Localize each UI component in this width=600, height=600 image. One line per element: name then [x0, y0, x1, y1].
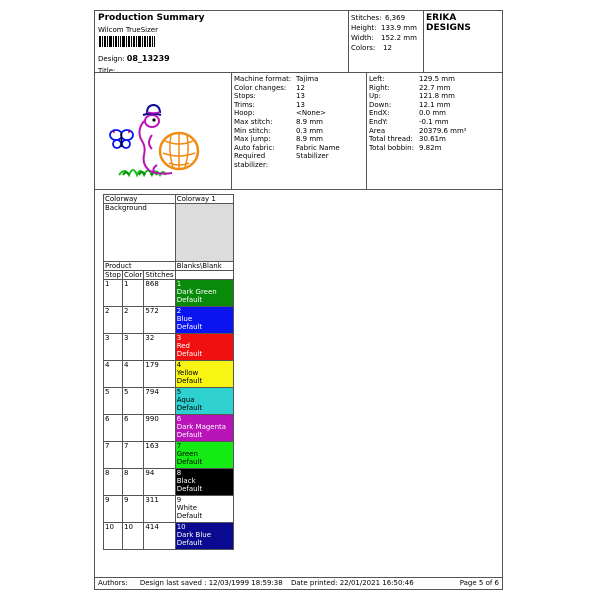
dimension-row: [369, 127, 467, 136]
setting-label: Color changes:: [234, 83, 287, 92]
stitches-stat: Stitches: 6,369: [351, 14, 406, 22]
machine-setting-row: [234, 144, 340, 153]
color-header: Color: [124, 271, 143, 279]
authors-label: Authors:: [98, 579, 128, 587]
dimension-row: [369, 135, 446, 144]
thread-color-swatch: [175, 442, 233, 469]
thread-num: 5: [176, 388, 182, 396]
machine-setting-row: [234, 92, 305, 101]
setting-label: Trims:: [234, 100, 255, 109]
thread-color: 1: [123, 280, 144, 307]
thread-row: [104, 307, 234, 334]
thread-color: 8: [123, 469, 144, 496]
thread-name: Yellow: [176, 369, 199, 377]
thread-name: Dark Green: [176, 288, 217, 296]
colorway-1-header: Colorway 1: [175, 195, 233, 204]
thread-row: [104, 361, 234, 388]
setting-value: Fabric Name: [296, 143, 340, 152]
thread-row: [104, 334, 234, 361]
thread-name: Blue: [176, 315, 193, 323]
thread-stitches: 868: [144, 280, 175, 307]
thread-stitches: 179: [144, 361, 175, 388]
machine-setting-row: [234, 152, 329, 161]
dimension-value: 30.61m: [419, 135, 446, 144]
thread-stop: 7: [104, 442, 123, 469]
page-number: Page 5 of 6: [459, 579, 499, 587]
thread-color-swatch: [175, 469, 233, 496]
thread-color-swatch: [175, 361, 233, 388]
page-title: Production Summary: [98, 13, 205, 23]
background-swatch: [175, 204, 233, 262]
thread-color: 9: [123, 496, 144, 523]
thread-row: [104, 388, 234, 415]
machine-setting-row: [234, 127, 323, 136]
dimension-label: Down:: [369, 100, 392, 109]
setting-label: Machine format:: [234, 75, 292, 83]
thread-color: 10: [123, 523, 144, 550]
dimension-value: 0.0 mm: [419, 109, 446, 118]
thread-def: Default: [176, 431, 203, 439]
dimension-value: 9.82m: [419, 143, 442, 152]
thread-color: 2: [123, 307, 144, 334]
machine-setting-row: [234, 118, 323, 127]
thread-row: [104, 280, 234, 307]
thread-color-swatch: [175, 523, 233, 550]
dimension-value: 121.8 mm: [419, 92, 455, 101]
setting-label: Max stitch:: [234, 118, 273, 126]
dimension-label: Left:: [369, 75, 385, 83]
dimension-label: EndX:: [369, 109, 390, 118]
colors-stat: Colors: 12: [351, 44, 392, 52]
thread-name: Dark Magenta: [176, 423, 227, 431]
stitches-header: Stitches: [145, 271, 174, 279]
thread-num: 9: [176, 496, 182, 504]
setting-value: 8.9 mm: [296, 135, 323, 144]
thread-def: Default: [176, 458, 203, 466]
thread-name: White: [176, 504, 198, 512]
thread-color: 5: [123, 388, 144, 415]
thread-name: Aqua: [176, 396, 195, 404]
dimension-label: Area: [369, 126, 386, 135]
design-row: [98, 54, 170, 64]
thread-color-swatch: [175, 496, 233, 523]
thread-color: 6: [123, 415, 144, 442]
title-label: Title:: [98, 67, 116, 75]
thread-def: Default: [176, 296, 203, 304]
setting-label: Required: [234, 152, 266, 161]
setting-label: stabilizer:: [234, 161, 269, 169]
design-value: 08_13239: [126, 54, 170, 63]
thread-stitches: 311: [144, 496, 175, 523]
thread-stop: 3: [104, 334, 123, 361]
background-label: Background: [104, 204, 176, 262]
dimension-value: 12.1 mm: [419, 100, 451, 109]
width-stat: Width: 152.2 mm: [351, 34, 417, 42]
thread-num: 8: [176, 469, 182, 477]
thread-name: Green: [176, 450, 198, 458]
thread-def: Default: [176, 377, 203, 385]
stop-header: Stop: [105, 271, 121, 279]
thread-stop: 6: [104, 415, 123, 442]
thread-color-swatch: [175, 280, 233, 307]
thread-num: 7: [176, 442, 182, 450]
thread-row: [104, 442, 234, 469]
thread-name: Red: [176, 342, 190, 350]
production-summary-sheet: [94, 10, 503, 590]
footer-bar: [98, 579, 414, 588]
dimension-value: -0.1 mm: [419, 118, 449, 126]
colorway-table: [103, 194, 234, 550]
thread-color: 7: [123, 442, 144, 469]
dimension-label: Up:: [369, 92, 381, 101]
thread-def: Default: [176, 539, 203, 547]
machine-setting-row: [234, 84, 305, 93]
thread-stop: 2: [104, 307, 123, 334]
thread-stop: 5: [104, 388, 123, 415]
colorway-header: Colorway: [104, 195, 176, 204]
thread-row: [104, 496, 234, 523]
blank-label: Blanks\Blank: [175, 262, 233, 271]
thread-row: [104, 469, 234, 496]
thread-num: 2: [176, 307, 182, 315]
thread-color-swatch: [175, 388, 233, 415]
software-name: Wilcom TrueSizer: [98, 26, 158, 34]
thread-row: [104, 523, 234, 550]
thread-stitches: 414: [144, 523, 175, 550]
setting-value: 8.9 mm: [296, 118, 323, 126]
design-preview-image: [99, 91, 219, 183]
dimension-value: 129.5 mm: [419, 75, 455, 83]
thread-color-swatch: [175, 334, 233, 361]
last-saved: Design last saved : 12/03/1999 18:59:38: [139, 579, 283, 587]
thread-color: 3: [123, 334, 144, 361]
machine-setting-row: [234, 109, 326, 118]
dimension-value: 22.7 mm: [419, 83, 451, 92]
dimension-row: [369, 92, 455, 101]
setting-value: 12: [296, 83, 305, 92]
dimension-row: [369, 109, 446, 118]
height-stat: Height: 133.9 mm: [351, 24, 417, 32]
thread-def: Default: [176, 485, 203, 493]
thread-def: Default: [176, 404, 203, 412]
thread-stitches: 94: [144, 469, 175, 496]
thread-name: Dark Blue: [176, 531, 212, 539]
setting-value: 13: [296, 92, 305, 101]
thread-def: Default: [176, 323, 203, 331]
product-label: Product: [104, 262, 176, 271]
dimension-row: [369, 101, 450, 110]
machine-setting-row: [234, 75, 318, 84]
barcode-image: [99, 36, 155, 47]
dimension-label: Total thread:: [369, 135, 413, 144]
dimension-label: EndY:: [369, 118, 389, 126]
dimension-row: [369, 118, 449, 127]
brand-name: ERIKA DESIGNS: [426, 13, 471, 33]
setting-label: Auto fabric:: [234, 143, 275, 152]
thread-num: 3: [176, 334, 182, 342]
setting-value: Stabilizer: [296, 152, 329, 161]
setting-label: Hoop:: [234, 109, 255, 118]
thread-color-swatch: [175, 307, 233, 334]
setting-value: 13: [296, 100, 305, 109]
thread-stop: 9: [104, 496, 123, 523]
dimension-row: [369, 144, 441, 153]
dimension-row: [369, 75, 455, 84]
thread-def: Default: [176, 512, 203, 520]
setting-value: 0.3 mm: [296, 126, 323, 135]
thread-stop: 8: [104, 469, 123, 496]
dimension-label: Right:: [369, 83, 390, 92]
setting-label: Stops:: [234, 92, 256, 101]
thread-row: [104, 415, 234, 442]
thread-stitches: 163: [144, 442, 175, 469]
thread-stitches: 32: [144, 334, 175, 361]
setting-value: <None>: [296, 109, 326, 118]
thread-num: 4: [176, 361, 182, 369]
thread-stitches: 572: [144, 307, 175, 334]
thread-color-swatch: [175, 415, 233, 442]
thread-stitches: 794: [144, 388, 175, 415]
setting-label: Max jump:: [234, 135, 271, 144]
thread-stop: 1: [104, 280, 123, 307]
thread-def: Default: [176, 350, 203, 358]
thread-stitches: 990: [144, 415, 175, 442]
thread-num: 10: [176, 523, 186, 531]
machine-setting-row: [234, 135, 323, 144]
thread-stop: 10: [104, 523, 123, 550]
thread-num: 1: [176, 280, 182, 288]
design-label: Design:: [98, 55, 125, 63]
thread-name: Black: [176, 477, 196, 485]
machine-setting-row: [234, 101, 305, 110]
dimension-row: [369, 84, 450, 93]
date-printed: Date printed: 22/01/2021 16:50:46: [290, 579, 414, 587]
thread-stop: 4: [104, 361, 123, 388]
setting-value: Tajima: [296, 75, 319, 83]
setting-label: Min stitch:: [234, 126, 271, 135]
machine-setting-row: [234, 161, 296, 170]
dimension-value: 20379.6 mm²: [419, 126, 467, 135]
thread-num: 6: [176, 415, 182, 423]
thread-color: 4: [123, 361, 144, 388]
dimension-label: Total bobbin:: [369, 143, 414, 152]
